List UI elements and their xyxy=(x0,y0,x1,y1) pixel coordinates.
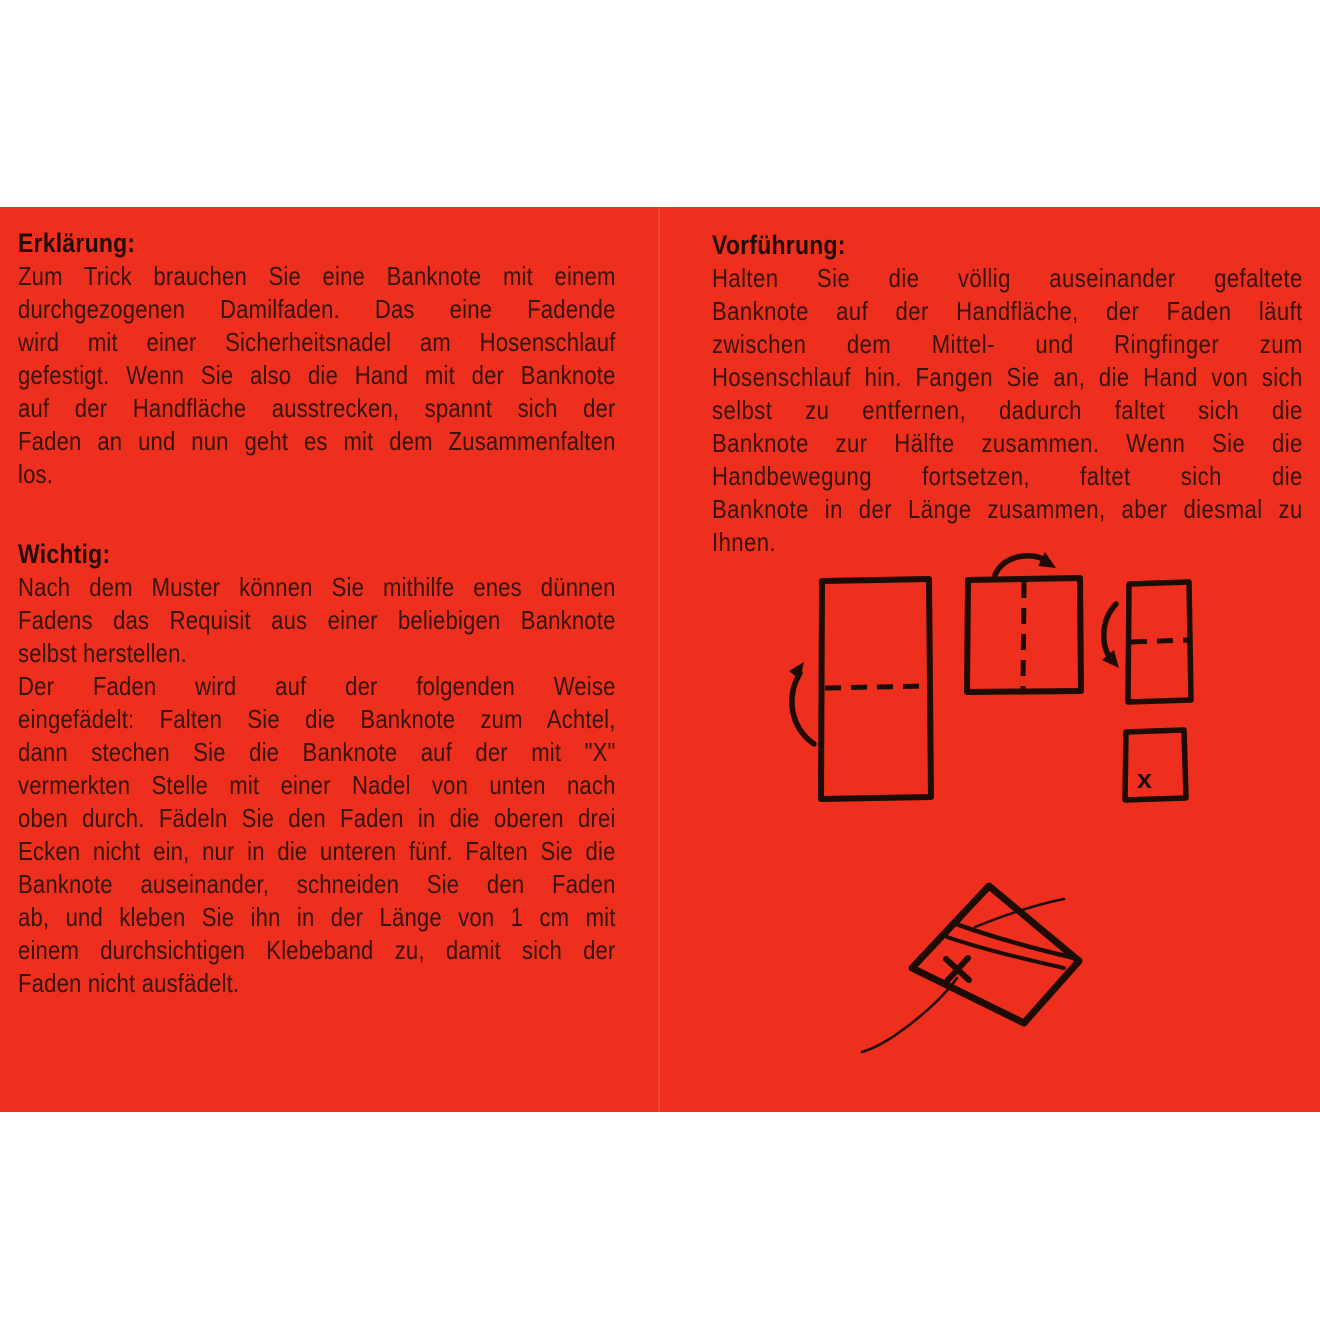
fold-dashed-line xyxy=(1023,582,1024,689)
text-line: Zum Trick brauchen Sie eine Banknote mit einem xyxy=(18,261,616,291)
section-erklaerung xyxy=(18,226,616,491)
section-paragraph xyxy=(712,262,1303,559)
text-line: Der Faden wird auf der folgenden Weise xyxy=(18,671,616,701)
thread-line-bottom xyxy=(862,978,957,1052)
fold-dashed-line xyxy=(825,686,928,688)
text-line: los. xyxy=(18,459,54,489)
fold-step-1-figure xyxy=(789,579,931,799)
left-text-column xyxy=(18,226,616,1000)
text-line: oben durch. Fädeln Sie den Faden in die oberen drei xyxy=(18,803,616,833)
fold-dashed-line xyxy=(1131,640,1189,642)
text-line: einem durchsichtigen Klebeband zu, damit sich der xyxy=(18,935,616,965)
text-line: Banknote auf der Handfläche, der Faden läuft xyxy=(712,296,1303,326)
fold-instruction-figures xyxy=(700,547,1320,1107)
text-line: Faden an und nun geht es mit dem Zusammenfalten xyxy=(18,426,616,456)
section-paragraph xyxy=(18,260,616,491)
fold-step-2-figure xyxy=(967,552,1081,692)
text-line: ab, und kleben Sie ihn in der Länge von 1 cm mit xyxy=(18,902,616,932)
right-text-column xyxy=(712,228,1303,559)
fold-step-4-figure xyxy=(1125,730,1186,800)
text-line: Halten Sie die völlig auseinander gefaltete xyxy=(712,263,1303,293)
text-line: Banknote in der Länge zusammen, aber diesmal zu xyxy=(712,494,1303,524)
folded-packet-figure xyxy=(862,886,1079,1052)
text-line: zwischen dem Mittel- und Ringfinger zum xyxy=(712,329,1303,359)
paper-crease xyxy=(658,207,660,1112)
section-paragraph xyxy=(18,571,616,1000)
section-heading: Wichtig: xyxy=(18,539,111,569)
text-line: selbst zu entfernen, dadurch faltet sich die xyxy=(712,395,1303,425)
fold-arrow xyxy=(792,673,814,744)
text-line: Banknote zur Hälfte zusammen. Wenn Sie die xyxy=(712,428,1303,458)
text-line: vermerkten Stelle mit einer Nadel von unten nach xyxy=(18,770,616,800)
text-line: Handbewegung fortsetzen, faltet sich die xyxy=(712,461,1303,491)
text-line: Ihnen. xyxy=(712,527,777,557)
text-line: eingefädelt: Falten Sie die Banknote zum Achtel, xyxy=(18,704,616,734)
section-wichtig xyxy=(18,537,616,1000)
text-line: Nach dem Muster können Sie mithilfe enes dünnen xyxy=(18,572,616,602)
text-line: Hosenschlauf hin. Fangen Sie an, die Hand von sich xyxy=(712,362,1303,392)
text-line: Banknote auseinander, schneiden Sie den Faden xyxy=(18,869,616,899)
text-line: Faden nicht ausfädelt. xyxy=(18,968,240,998)
section-vorfuehrung xyxy=(712,228,1303,559)
x-mark: x xyxy=(1137,764,1153,794)
text-line: selbst herstellen. xyxy=(18,638,187,668)
banknote-outline xyxy=(1125,730,1186,800)
fold-step-3-figure xyxy=(1102,582,1191,702)
text-line: gefestigt. Wenn Sie also die Hand mit der Banknote xyxy=(18,360,616,390)
text-line: Ecken nicht ein, nur in die unteren fünf. Falten Sie die xyxy=(18,836,616,866)
red-paper-sheet xyxy=(0,207,1320,1112)
section-heading: Erklärung: xyxy=(18,228,136,258)
text-line: dann stechen Sie die Banknote auf der mit "X" xyxy=(18,737,616,767)
text-line: Fadens das Requisit aus einer beliebigen Banknote xyxy=(18,605,616,635)
text-line: auf der Handfläche ausstrecken, spannt sich der xyxy=(18,393,616,423)
text-line: durchgezogenen Damilfaden. Das eine Fadende xyxy=(18,294,616,324)
section-heading: Vorführung: xyxy=(712,230,846,260)
text-line: wird mit einer Sicherheitsnadel am Hosenschlauf xyxy=(18,327,616,357)
